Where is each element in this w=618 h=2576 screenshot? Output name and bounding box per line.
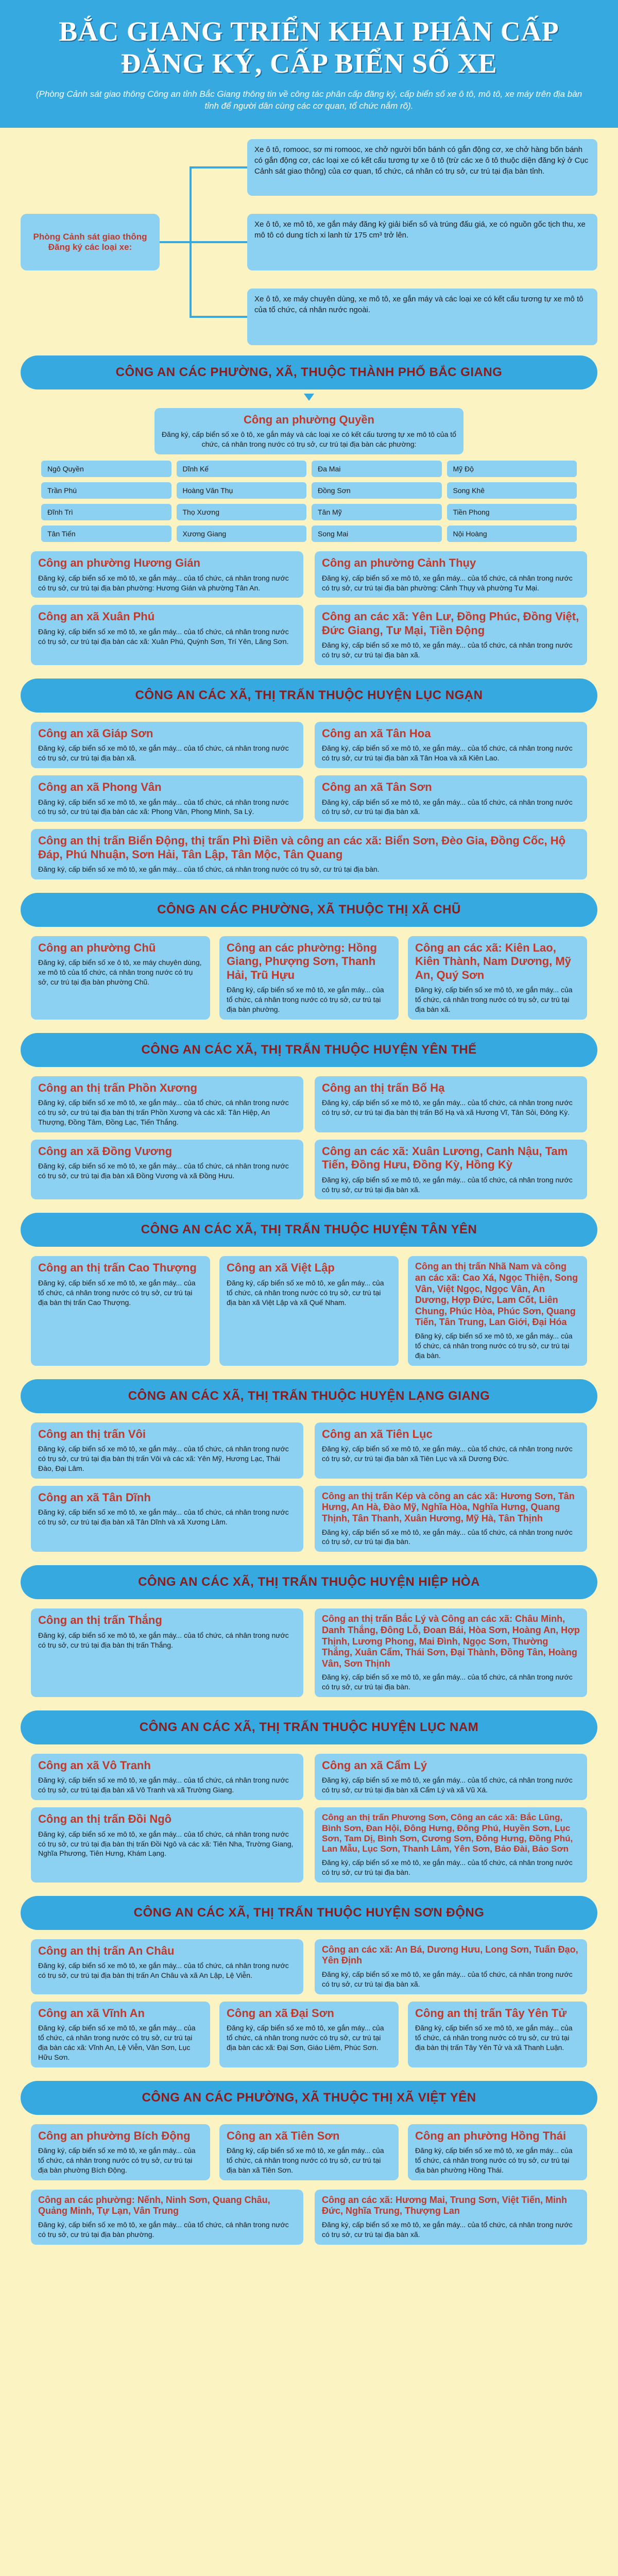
card-title: Công an các xã: Xuân Lương, Canh Nậu, Tam Tiến, Đồng Hưu, Đồng Kỳ, Hồng Kỳ — [322, 1144, 568, 1172]
ward-cell: Tân Mỹ — [312, 504, 442, 520]
info-card — [31, 1608, 303, 1697]
card-desc: Đăng ký, cấp biển số xe mô tô, xe gắn máy... của tổ chức, cá nhân trong nước có trụ sở, cư trú tại địa bàn thị trấn Tây Yên Tử và xã Thanh Luận. — [415, 2023, 573, 2052]
card-desc: Đăng ký, cấp biển số xe mô tô, xe gắn máy... của tổ chức, cá nhân trong nước có trụ sở, cư trú tại địa bàn phường Hồng Thái. — [415, 2146, 573, 2174]
card-desc: Đăng ký, cấp biển số xe mô tô, xe gắn máy... của tổ chức, cá nhân trong nước có trụ sở, cư trú tại địa bàn xã. — [38, 744, 289, 762]
card-title: Công an xã Tiên Sơn — [227, 2129, 340, 2142]
info-card — [315, 1422, 587, 1479]
card-desc: Đăng ký, cấp biển số xe mô tô, xe gắn máy... của tổ chức, cá nhân trong nước có trụ sở, cư trú tại địa bàn thị trấn Vôi và các xã: Yên Mỹ, Hương Lạc, Thái Đào, Đại Lâm. — [38, 1445, 289, 1472]
ward-cell: Đồng Sơn — [312, 482, 442, 499]
card-title: Công an thị trấn Thắng — [38, 1614, 162, 1627]
info-card — [315, 1754, 587, 1800]
info-card — [31, 2190, 303, 2245]
page-title — [21, 15, 597, 79]
card-title: Công an thị trấn Kép và công an các xã: Hương Sơn, Tân Hưng, An Hà, Đào Mỹ, Nghĩa Hòa, Nghĩa Hưng, Quang Thịnh, Tân Thanh, Xuân Hương, Mỹ Hà, Tân Thịnh — [322, 1490, 575, 1523]
card-desc: Đăng ký, cấp biển số xe mô tô, xe gắn máy... của tổ chức, cá nhân trong nước có trụ sở, cư trú tại địa bàn xã Tân Dĩnh và xã Xương Lâm. — [38, 1508, 289, 1527]
section-bac-giang — [0, 355, 618, 665]
card-title: Công an phường Chũ — [38, 941, 156, 954]
card-title: Công an thị trấn Cao Thượng — [38, 1261, 197, 1275]
section-banner: CÔNG AN CÁC PHƯỜNG, XÃ, THUỘC THÀNH PHỐ BẮC GIANG — [21, 355, 597, 389]
card-desc: Đăng ký, cấp biển số xe mô tô, xe gắn máy... của tổ chức, cá nhân trong nước có trụ sở, cư trú tại địa bàn thị trấn Bố Hạ và xã Hương Vĩ, Tân Sỏi, Đông Kỳ. — [322, 1098, 573, 1117]
card-title: Công an xã Tân Dĩnh — [38, 1490, 151, 1504]
ward-cell: Xương Giang — [177, 526, 307, 542]
card-grid — [31, 2190, 587, 2245]
info-card — [154, 408, 464, 454]
header — [0, 0, 618, 128]
card-title: Công an thị trấn Bắc Lý và Công an các xã: Châu Minh, Danh Thắng, Đông Lỗ, Đoan Bái, Hòa Sơn, Hoàng An, Hợp Thịnh, Lương Phong, Mai Đình, Ngọc Sơn, Thường Thắng, Xuân Cẩm, Thái Sơn, Đại Thành, Đồng Tân, Hoàng Vân, Sơn Thịnh — [322, 1614, 580, 1669]
card-grid — [31, 551, 587, 665]
ward-cell: Đĩnh Trì — [41, 504, 171, 520]
card-desc: Đăng ký, cấp biển số xe mô tô, xe gắn máy... của tổ chức, cá nhân trong nước có trụ sở, cư trú tại địa bàn phường. — [227, 986, 384, 1013]
card-desc: Đăng ký, cấp biển số xe mô tô, xe gắn máy... của tổ chức, cá nhân trong nước có trụ sở, cư trú tại địa bàn thị trấn Phồn Xương và các xã: Tân Hiệp, An Thượng, Đồng Tâm, Đồng Lạc, Tiến Thắng. — [38, 1098, 289, 1126]
section-banner: CÔNG AN CÁC PHƯỜNG, XÃ THUỘC THỊ XÃ CHŨ — [21, 893, 597, 927]
card-title: Công an xã Xuân Phú — [38, 610, 155, 623]
card-title: Công an các xã: Hương Mai, Trung Sơn, Việt Tiến, Minh Đức, Nghĩa Trung, Thượng Lan — [322, 2194, 568, 2216]
card-title: Công an xã Phong Vân — [38, 781, 162, 794]
ward-cell: Song Khê — [447, 482, 577, 499]
section-viet-yen — [0, 2081, 618, 2245]
card-title: Công an phường Cảnh Thụy — [322, 556, 476, 570]
section-banner: CÔNG AN CÁC XÃ, THỊ TRẤN THUỘC HUYỆN TÂN YÊN — [21, 1213, 597, 1247]
info-card — [408, 2124, 587, 2180]
card-desc: Đăng ký, cấp biển số xe mô tô, xe gắn máy... của tổ chức, cá nhân trong nước có trụ sở, cư trú tại địa bàn thị trấn Thắng. — [38, 1631, 289, 1649]
lead-box: Phòng Cảnh sát giao thông Đăng ký các loại xe: — [21, 214, 160, 270]
card-desc: Đăng ký, cấp biển số xe mô tô, xe gắn máy... của tổ chức, cá nhân trong nước có trụ sở, cư trú tại địa bàn xã. — [415, 986, 573, 1013]
section-banner: CÔNG AN CÁC XÃ, THỊ TRẤN THUỘC HUYỆN LỤC NAM — [21, 1710, 597, 1744]
section-lang-giang — [0, 1379, 618, 1552]
card-desc: Đăng ký, cấp biển số xe mô tô, xe gắn máy... của tổ chức, cá nhân trong nước có trụ sở, cư trú tại địa bàn các xã: Vĩnh An, Lệ Viễn, Vân Sơn, Lục Hữu Sơn. — [38, 2023, 196, 2061]
info-card — [408, 936, 587, 1020]
card-title: Công an xã Vĩnh An — [38, 2006, 145, 2020]
ward-cell: Thọ Xương — [177, 504, 307, 520]
info-card — [315, 1076, 587, 1132]
card-desc: Đăng ký, cấp biển số xe mô tô, xe gắn máy... của tổ chức, cá nhân trong nước có trụ sở, cư trú tại địa bàn phường: Cảnh Thụy và phường Tư Mại. — [322, 573, 573, 592]
section-son-dong — [0, 1896, 618, 2067]
info-card — [315, 1140, 587, 1200]
card-title: Công an xã Tân Sơn — [322, 781, 432, 794]
title-line-1: BẮC GIANG TRIỂN KHAI PHÂN CẤP — [59, 16, 559, 47]
info-card — [31, 1256, 210, 1365]
ward-cell: Tân Tiến — [41, 526, 171, 542]
info-card — [31, 2124, 210, 2180]
card-desc: Đăng ký, cấp biển số xe mô tô, xe gắn máy... của tổ chức, cá nhân trong nước có trụ sở, cư trú tại địa bàn xã Tiên Lục và xã Dương Đức. — [322, 1445, 573, 1463]
card-title: Công an phường Bích Động — [38, 2129, 191, 2142]
card-title: Công an thị trấn Phồn Xương — [38, 1081, 197, 1094]
card-desc: Đăng ký, cấp biển số xe mô tô, xe gắn máy... của tổ chức, cá nhân trong nước có trụ sở, cư trú tại địa bàn phường Bích Động. — [38, 2146, 196, 2174]
ward-cell: Song Mai — [312, 526, 442, 542]
card-grid — [31, 1608, 587, 1697]
card-desc: Đăng ký, cấp biển số xe mô tô, xe gắn máy... của tổ chức, cá nhân trong nước có trụ sở, cư trú tại địa bàn. — [322, 1858, 573, 1876]
info-card — [31, 551, 303, 598]
card-title: Công an các xã: An Bá, Dương Hưu, Long Sơn, Tuấn Đạo, Yên Định — [322, 1944, 578, 1966]
card-desc: Đăng ký, cấp biển số xe mô tô, xe gắn máy... của tổ chức, cá nhân trong nước có trụ sở, cư trú tại địa bàn. — [322, 1528, 573, 1546]
card-desc: Đăng ký, cấp biển số xe ô tô, xe gắn máy và các loại xe có kết cấu tương tự xe mô tô của tổ chức, cá nhân trong nước có trụ sở, cư trú tại địa bàn các phường: — [162, 430, 456, 449]
card-grid — [31, 2002, 587, 2067]
card-desc: Đăng ký, cấp biển số xe mô tô, xe gắn máy... của tổ chức, cá nhân trong nước có trụ sở, cư trú tại địa bàn thị trấn Đồi Ngô và các xã: Tiên Nha, Trường Giang, Nghĩa Phương, Tiên Hưng, Khám Lạng. — [38, 1829, 294, 1858]
card-title: Công an xã Tân Hoa — [322, 726, 431, 740]
info-card — [408, 2002, 587, 2067]
info-card — [31, 1140, 303, 1200]
card-title: Công an các phường: Nếnh, Ninh Sơn, Quang Châu, Quảng Minh, Tự Lạn, Vân Trung — [38, 2194, 270, 2216]
top-group — [0, 139, 618, 355]
card-desc: Đăng ký, cấp biển số xe mô tô, xe gắn máy... của tổ chức, cá nhân trong nước có trụ sở, cư trú tại địa bàn. — [415, 1332, 573, 1360]
info-card — [219, 2124, 399, 2180]
card-title: Công an xã Cẩm Lý — [322, 1759, 427, 1772]
info-card — [31, 829, 587, 879]
info-card — [31, 936, 210, 1020]
info-card — [31, 1807, 303, 1882]
card-title: Công an xã Đại Sơn — [227, 2006, 334, 2020]
info-card — [408, 1256, 587, 1365]
info-card — [315, 1807, 587, 1882]
ward-cell: Tiền Phong — [447, 504, 577, 520]
info-card — [315, 551, 587, 598]
info-card — [315, 775, 587, 822]
card-title: Công an phường Hồng Thái — [415, 2129, 566, 2142]
info-card — [31, 605, 303, 665]
section-banner: CÔNG AN CÁC XÃ, THỊ TRẤN THUỘC HUYỆN LẠNG GIANG — [21, 1379, 597, 1413]
card-desc: Đăng ký, cấp biển số xe mô tô, xe gắn máy... của tổ chức, cá nhân trong nước có trụ sở, cư trú tại địa bàn phường. — [38, 2220, 289, 2239]
ward-cell: Ngô Quyền — [41, 461, 171, 477]
section-banner: CÔNG AN CÁC XÃ, THỊ TRẤN THUỘC HUYỆN HIỆP HÒA — [21, 1565, 597, 1599]
card-title: Công an thị trấn An Châu — [38, 1944, 175, 1957]
card-desc: Đăng ký, cấp biển số xe mô tô, xe gắn máy... của tổ chức, cá nhân trong nước có trụ sở, cư trú tại địa bàn thị trấn An Châu và xã An Lập, Lệ Viễn. — [38, 1961, 289, 1979]
card-title: Công an các xã: Kiên Lao, Kiên Thành, Nam Dương, Mỹ An, Quý Sơn — [415, 941, 571, 981]
info-card — [31, 775, 303, 822]
option-box-1: Xe ô tô, romooc, sơ mi romooc, xe chở người bốn bánh có gắn động cơ, xe chở hàng bốn bánh có gắn động cơ, các loại xe có kết cấu tương tự xe ô tô (trừ các xe ô tô thuộc diện đăng ký ở Cục Cảnh sát giao thông) của cơ quan, tổ chức, cá nhân có trụ sở, cư trú tại địa bàn tỉnh. — [247, 139, 597, 196]
info-card — [31, 1422, 303, 1479]
info-card — [315, 722, 587, 768]
ward-cell: Đa Mai — [312, 461, 442, 477]
card-desc: Đăng ký, cấp biển số xe mô tô, xe gắn máy... của tổ chức, cá nhân trong nước có trụ sở, cư trú tại địa bàn xã. — [322, 798, 573, 816]
card-desc: Đăng ký, cấp biển số xe mô tô, xe gắn máy... của tổ chức, cá nhân trong nước có trụ sở, cư trú tại địa bàn xã Vô Tranh và xã Trường Giang. — [38, 1776, 289, 1794]
card-desc: Đăng ký, cấp biển số xe mô tô, xe gắn máy... của tổ chức, cá nhân trong nước có trụ sở, cư trú tại địa bàn xã. — [322, 641, 573, 659]
section-banner: CÔNG AN CÁC XÃ, THỊ TRẤN THUỘC HUYỆN YÊN THẾ — [21, 1033, 597, 1067]
card-desc: Đăng ký, cấp biển số xe mô tô, xe gắn máy... của tổ chức, cá nhân trong nước có trụ sở, cư trú tại địa bàn các xã: Xuân Phú, Quỳnh Sơn, Trí Yên, Lãng Sơn. — [38, 627, 289, 646]
ward-cell: Hoàng Văn Thụ — [177, 482, 307, 499]
card-grid — [31, 1076, 587, 1200]
card-title: Công an xã Tiên Lục — [322, 1427, 433, 1440]
section-luc-ngan — [0, 679, 618, 879]
card-grid — [31, 1256, 587, 1365]
info-card — [31, 1486, 303, 1552]
section-banner: CÔNG AN CÁC XÃ, THỊ TRẤN THUỘC HUYỆN SƠN ĐỘNG — [21, 1896, 597, 1930]
info-card — [219, 2002, 399, 2067]
card-grid — [31, 1939, 587, 1994]
card-title: Công an thị trấn Phương Sơn, Công an các xã: Bắc Lũng, Bình Sơn, Đan Hội, Đông Hưng, Đông Phú, Huyền Sơn, Lục Sơn, Tam Dị, Bình Sơn, Cương Sơn, Đông Hưng, Đồng Phú, Lan Mẫu, Lục Sơn, Thanh Lâm, Yên Sơn, Bảo Đài, Bảo Sơn — [322, 1812, 573, 1854]
card-desc: Đăng ký, cấp biển số xe mô tô, xe gắn máy... của tổ chức, cá nhân trong nước có trụ sở, cư trú tại địa bàn xã Việt Lập và xã Quế Nham. — [227, 1278, 384, 1307]
connector-lines — [160, 139, 247, 355]
card-title: Công an phường Quyền — [244, 413, 374, 427]
card-title: Công an các phường: Hồng Giang, Phượng Sơn, Thanh Hải, Trũ Hựu — [227, 941, 377, 981]
subtitle: (Phòng Cảnh sát giao thông Công an tỉnh Bắc Giang thông tin về công tác phân cấp đăng ký, cấp biển số xe ô tô, mô tô, xe máy trên địa bàn tỉnh để người dân cùng các cơ quan, tổ chức nắm rõ). — [36, 89, 582, 111]
card-desc: Đăng ký, cấp biển số xe mô tô, xe gắn máy... của tổ chức, cá nhân trong nước có trụ sở, cư trú tại địa bàn xã Cẩm Lý và xã Vũ Xá. — [322, 1776, 573, 1794]
card-title: Công an xã Việt Lập — [227, 1261, 335, 1275]
card-desc: Đăng ký, cấp biển số xe mô tô, xe gắn máy... của tổ chức, cá nhân trong nước có trụ sở, cư trú tại địa bàn. — [38, 865, 380, 874]
info-card — [315, 2190, 587, 2245]
section-chu — [0, 893, 618, 1020]
card-desc: Đăng ký, cấp biển số xe mô tô, xe gắn máy... của tổ chức, cá nhân trong nước có trụ sở, cư trú tại địa bàn xã Tân Hoa và xã Kiên Lao. — [322, 744, 573, 762]
arrow-icon — [304, 394, 314, 401]
card-desc: Đăng ký, cấp biển số xe mô tô, xe gắn máy... của tổ chức, cá nhân trong nước có trụ sở, cư trú tại địa bàn phường: Hương Gián và phường Tân An. — [38, 573, 289, 592]
card-title: Công an phường Hương Gián — [38, 556, 200, 570]
info-card — [315, 1486, 587, 1552]
info-card — [31, 1076, 303, 1132]
ward-cell: Trần Phú — [41, 482, 171, 499]
card-title: Công an xã Đồng Vương — [38, 1144, 173, 1158]
info-card — [219, 936, 399, 1020]
ward-cell: Mỹ Độ — [447, 461, 577, 477]
card-desc: Đăng ký, cấp biển số xe ô tô, xe máy chuyên dùng, xe mô tô của tổ chức, cá nhân trong nước có trụ sở, cư trú tại địa bàn phường Chũ. — [38, 958, 202, 987]
info-card — [219, 1256, 399, 1365]
section-yen-the — [0, 1033, 618, 1200]
card-title: Công an xã Vô Tranh — [38, 1759, 151, 1772]
card-desc: Đăng ký, cấp biển số xe mô tô, xe gắn máy... của tổ chức, cá nhân trong nước có trụ sở, cư trú tại địa bàn. — [322, 1673, 573, 1691]
card-desc: Đăng ký, cấp biển số xe mô tô, xe gắn máy... của tổ chức, cá nhân trong nước có trụ sở, cư trú tại địa bàn xã Đồng Vương và xã Đồng Hưu. — [38, 1162, 289, 1180]
title-line-2: ĐĂNG KÝ, CẤP BIỂN SỐ XE — [121, 48, 497, 79]
card-grid — [31, 936, 587, 1020]
card-desc: Đăng ký, cấp biển số xe mô tô, xe gắn máy... của tổ chức, cá nhân trong nước có trụ sở, cư trú tại địa bàn xã. — [322, 1970, 573, 1988]
option-box-2: Xe ô tô, xe mô tô, xe gắn máy đăng ký giải biển số và trúng đấu giá, xe có nguồn gốc tịch thu, xe mô tô có dung tích xi lanh từ 175 cm³ trở lên. — [247, 214, 597, 270]
ward-cell: Nội Hoàng — [447, 526, 577, 542]
ward-cell: Dĩnh Kế — [177, 461, 307, 477]
info-card — [315, 605, 587, 665]
info-card — [31, 2002, 210, 2067]
card-title: Công an xã Giáp Sơn — [38, 726, 153, 740]
info-card — [315, 1608, 587, 1697]
card-desc: Đăng ký, cấp biển số xe mô tô, xe gắn máy... của tổ chức, cá nhân trong nước có trụ sở, cư trú tại địa bàn các xã: Đại Sơn, Giáo Liêm, Phúc Sơn. — [227, 2023, 384, 2052]
card-desc: Đăng ký, cấp biển số xe mô tô, xe gắn máy... của tổ chức, cá nhân trong nước có trụ sở, cư trú tại địa bàn xã. — [322, 2220, 573, 2239]
card-desc: Đăng ký, cấp biển số xe mô tô, xe gắn máy... của tổ chức, cá nhân trong nước có trụ sở, cư trú tại địa bàn xã Tiên Sơn. — [227, 2146, 384, 2174]
card-desc: Đăng ký, cấp biển số xe mô tô, xe gắn máy... của tổ chức, cá nhân trong nước có trụ sở, cư trú tại địa bàn thị trấn Cao Thượng. — [38, 1278, 196, 1307]
section-banner: CÔNG AN CÁC PHƯỜNG, XÃ THUỘC THỊ XÃ VIỆT YÊN — [21, 2081, 597, 2115]
card-title: Công an thị trấn Đồi Ngô — [38, 1812, 172, 1826]
card-title: Công an thị trấn Biển Động, thị trấn Phì Điền và công an các xã: Biển Sơn, Đèo Gia, Đồng Cốc, Hộ Đáp, Phú Nhuận, Sơn Hải, Tân Lập, Tân Mộc, Tân Quang — [38, 834, 566, 861]
section-hiep-hoa — [0, 1565, 618, 1697]
card-title: Công an thị trấn Vôi — [38, 1427, 146, 1440]
section-tan-yen — [0, 1213, 618, 1365]
card-grid — [31, 722, 587, 822]
card-title: Công an thị trấn Tây Yên Tử — [415, 2006, 567, 2020]
card-title: Công an thị trấn Bố Hạ — [322, 1081, 445, 1094]
section-banner: CÔNG AN CÁC XÃ, THỊ TRẤN THUỘC HUYỆN LỤC NGẠN — [21, 679, 597, 713]
info-card — [31, 1939, 303, 1994]
card-desc: Đăng ký, cấp biển số xe mô tô, xe gắn máy... của tổ chức, cá nhân trong nước có trụ sở, cư trú tại địa bàn các xã: Phong Vân, Phong Minh, Sa Lý. — [38, 798, 289, 816]
card-grid — [31, 1754, 587, 1883]
card-title: Công an các xã: Yên Lư, Đồng Phúc, Đồng Việt, Đức Giang, Tư Mại, Tiền Động — [322, 610, 579, 637]
card-desc: Đăng ký, cấp biển số xe mô tô, xe gắn máy... của tổ chức, cá nhân trong nước có trụ sở, cư trú tại địa bàn xã. — [322, 1175, 573, 1194]
info-card — [31, 722, 303, 768]
info-card — [31, 1754, 303, 1800]
ward-grid — [41, 461, 577, 542]
card-title: Công an thị trấn Nhã Nam và công an các xã: Cao Xá, Ngọc Thiện, Song Vân, Việt Ngọc, Ngọc Vân, An Dương, Hợp Đức, Lam Cốt, Liên Chung, Phúc Hòa, Phúc Sơn, Quang Tiến, Tân Trung, Lan Giới, Đại Hóa — [415, 1261, 578, 1328]
section-luc-nam — [0, 1710, 618, 1883]
option-box-3: Xe ô tô, xe máy chuyên dùng, xe mô tô, xe gắn máy và các loại xe có kết cấu tương tự xe mô tô của tổ chức, cá nhân nước ngoài. — [247, 289, 597, 345]
card-grid — [31, 2124, 587, 2180]
card-grid — [31, 1422, 587, 1552]
info-card — [315, 1939, 587, 1994]
